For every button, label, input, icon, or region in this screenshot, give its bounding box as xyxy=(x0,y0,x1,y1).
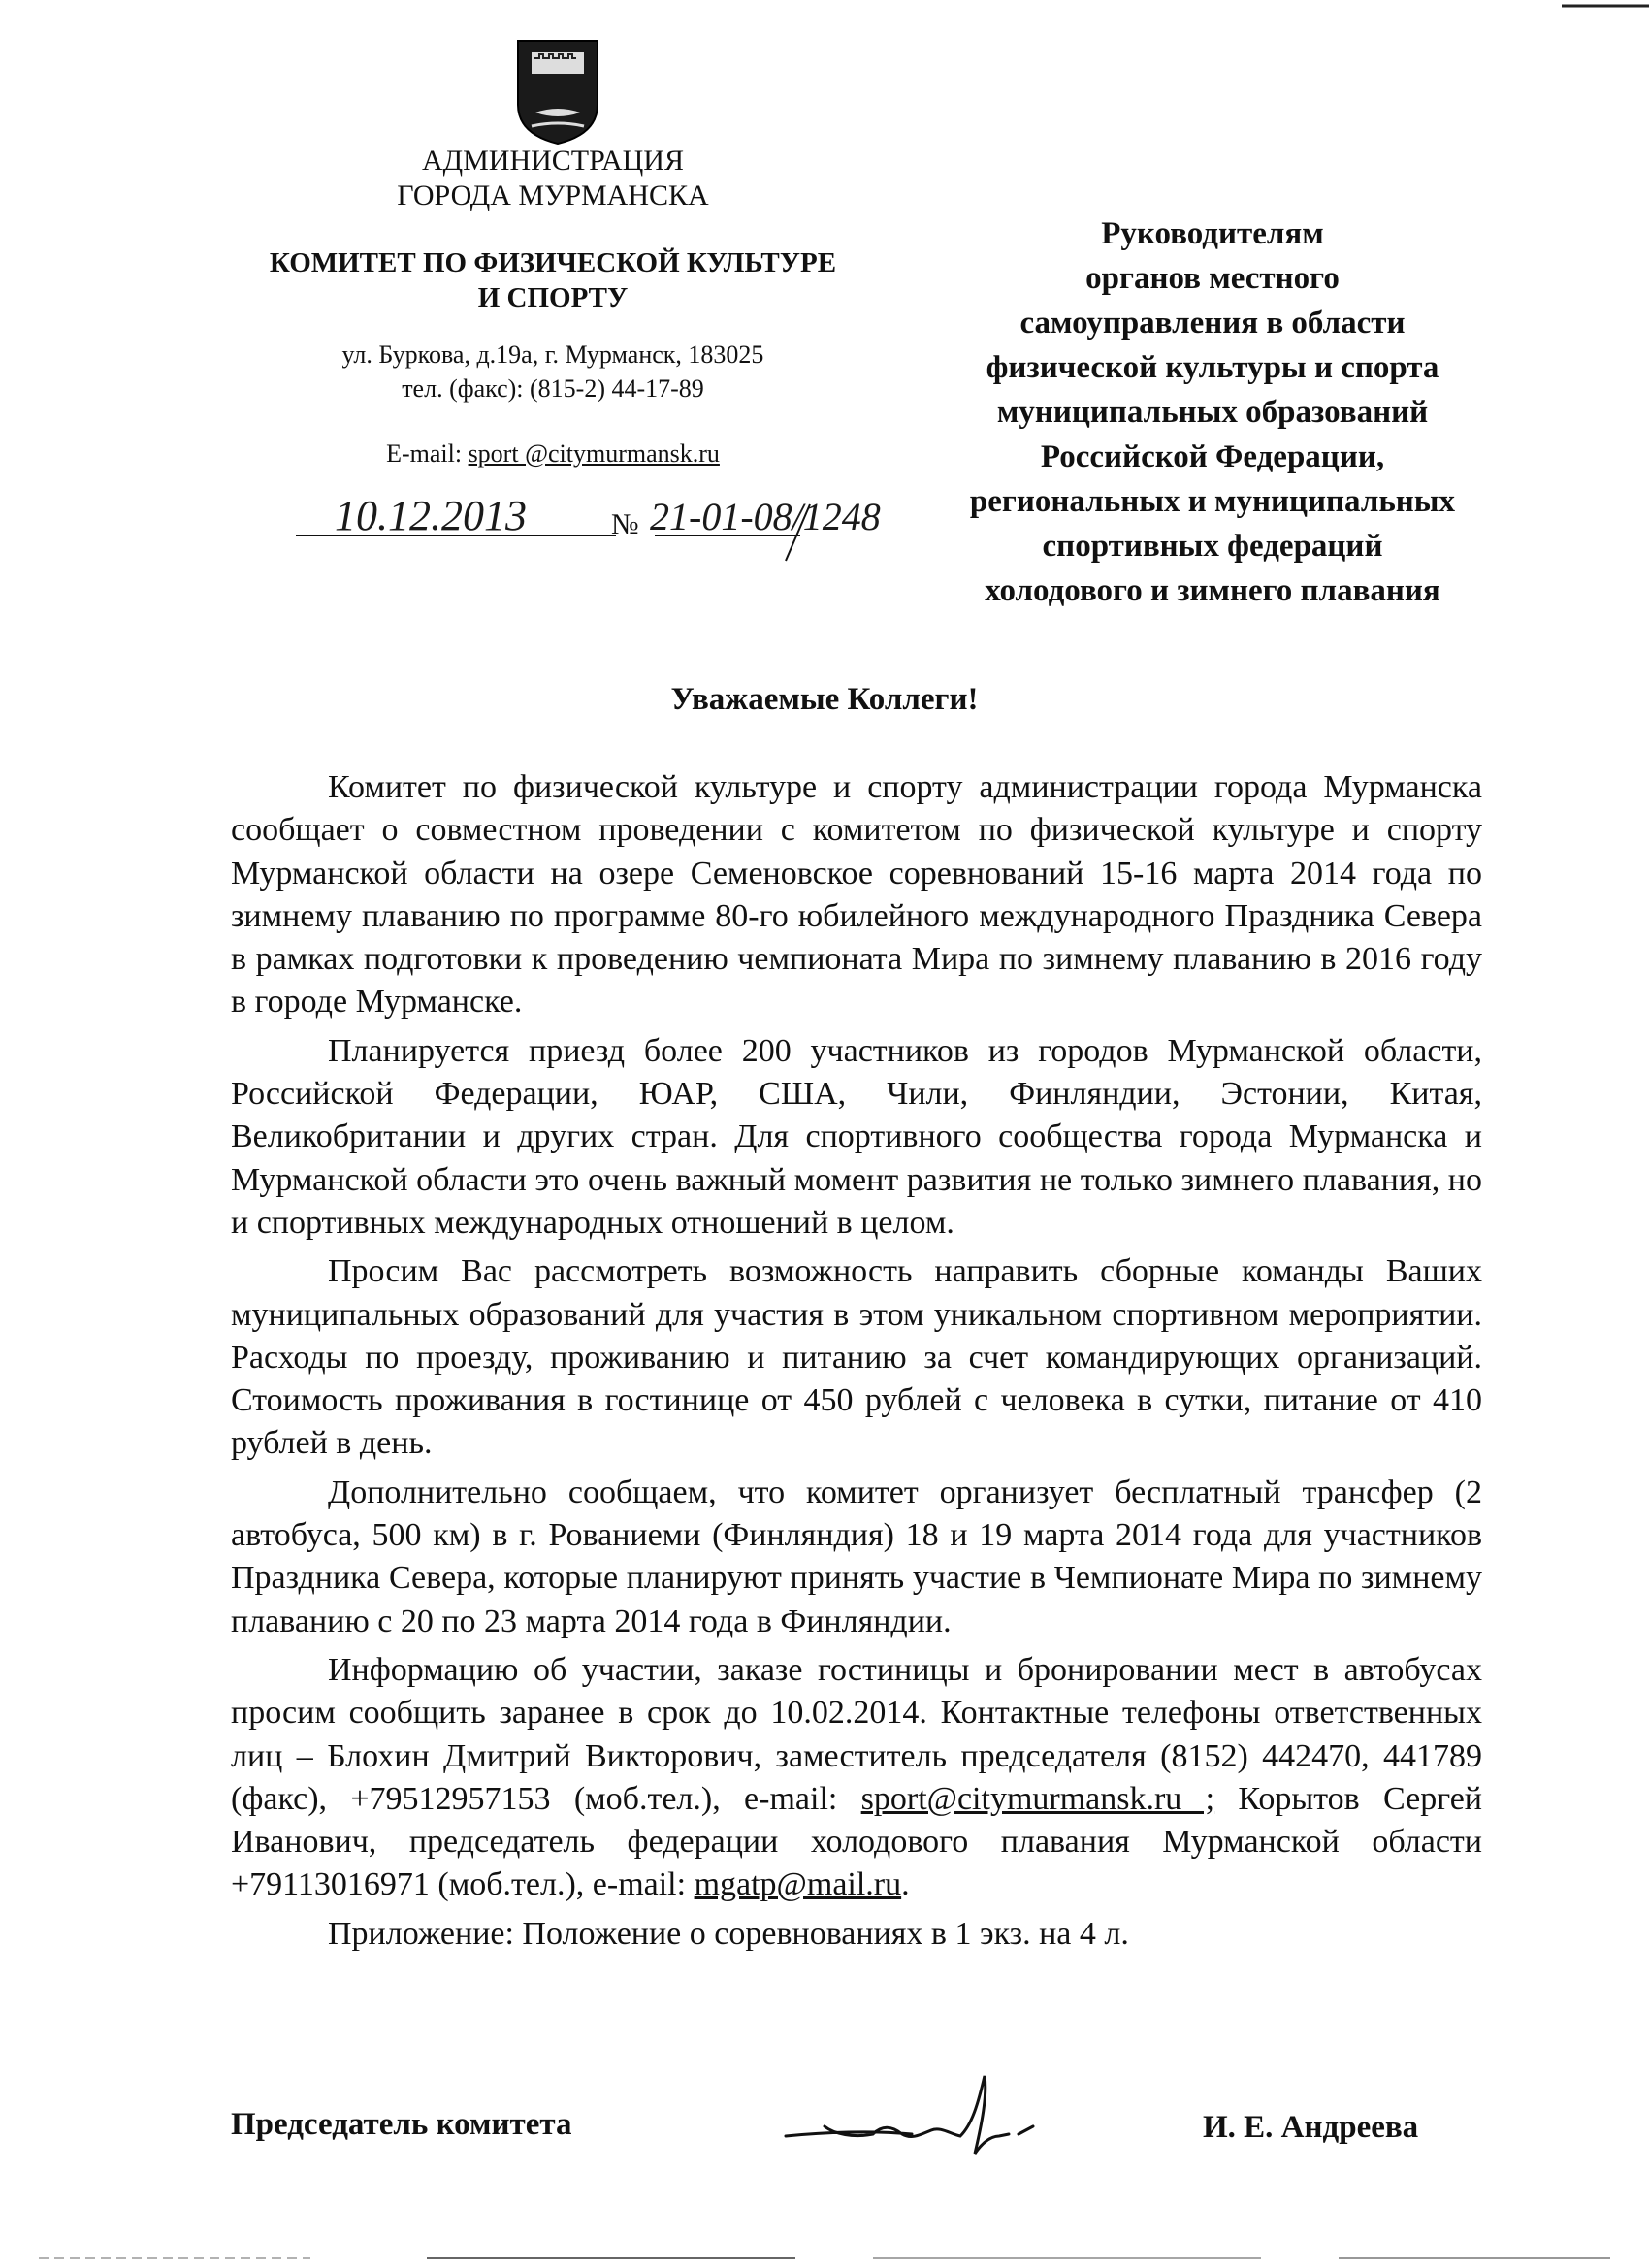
committee-name xyxy=(223,245,883,315)
committee-line-2: И СПОРТУ xyxy=(477,282,629,313)
letter-body xyxy=(231,766,1482,1961)
email-link-sport[interactable]: sport@citymurmansk.ru ; xyxy=(860,1780,1215,1817)
recipient-line: спортивных федераций xyxy=(1042,529,1383,564)
coat-of-arms-emblem xyxy=(514,37,601,146)
paragraph-1: Комитет по физической культуре и спорту администрации города Мурманска сообщает о совместном проведении с комитетом по физической культуре и спорту Мурманской области на озере Семеновское соревнований 15-16 марта 2014 года по зимнему плаванию по программе 80-го юбилейного международного Праздника Севера в рамках подготовки к проведению чемпионата Мира по зимнему плаванию в 2016 году в городе Мурманске. xyxy=(231,769,1482,1021)
recipient-line: Российской Федерации, xyxy=(1040,439,1385,474)
recipient-line: органов местного xyxy=(1085,261,1340,296)
scan-footer-lines xyxy=(0,2249,1649,2268)
org-line-1: АДМИНИСТРАЦИЯ xyxy=(422,145,684,177)
email-line xyxy=(223,439,883,469)
handwritten-signature xyxy=(766,2066,1086,2173)
recipient-block xyxy=(902,211,1523,613)
org-line-2: ГОРОДА МУРМАНСКА xyxy=(397,179,709,211)
email-link-mgatp[interactable]: mgatp@mail.ru xyxy=(694,1866,902,1903)
organization-name xyxy=(223,144,883,213)
paragraph-5-text: Информацию об участии, заказе гостиницы и бронировании мест в автобусах просим сообщить заранее в срок до 10.02.2014. Контактные телефоны ответственных лиц – Блохин Дмитрий Викторович, заместитель председателя (8152) 442470, 441789 (факс), +79512957153 (моб.тел.), e-mail: xyxy=(231,1651,1482,1817)
registration-date: 10.12.2013 xyxy=(335,492,527,539)
paragraph-3: Просим Вас рассмотреть возможность направить сборные команды Ваших муниципальных образований для участия в этом уникальном спортивном мероприятии. Расходы по проезду, проживанию и питанию за счет командирующих организаций. Стоимость проживания в гостинице от 450 рублей с человека в сутки, питание от 410 рублей в день. xyxy=(231,1253,1482,1462)
scan-edge-mark xyxy=(1562,0,1649,14)
recipient-line: Руководителям xyxy=(1101,216,1324,251)
paragraph-4: Дополнительно сообщаем, что комитет организует бесплатный трансфер (2 автобуса, 500 км) в г. Рованиеми (Финляндия) 18 и 19 марта 2014 года для участников Праздника Севера, которые планируют принять участие в Чемпионате Мира по зимнему плаванию с 20 по 23 марта 2014 года в Финляндии. xyxy=(231,1474,1482,1639)
email-link[interactable]: sport @citymurmansk.ru xyxy=(468,439,720,468)
greeting: Уважаемые Коллеги! xyxy=(670,682,979,717)
address-block xyxy=(223,338,883,405)
paragraph-5-text: . xyxy=(901,1866,910,1903)
recipient-line: региональных и муниципальных xyxy=(969,484,1456,519)
paragraph-5 xyxy=(231,1649,1482,1907)
email-label: E-mail: xyxy=(386,439,469,468)
address: ул. Буркова, д.19а, г. Мурманск, 183025 xyxy=(341,340,764,369)
committee-line-1: КОМИТЕТ ПО ФИЗИЧЕСКОЙ КУЛЬТУРЕ xyxy=(269,247,837,278)
signatory-name: И. Е. Андреева xyxy=(1203,2110,1419,2145)
phone: тел. (факс): (815-2) 44-17-89 xyxy=(402,374,704,403)
signatory-title: Председатель комитета xyxy=(231,2107,572,2142)
registration-line xyxy=(296,485,897,563)
recipient-line: холодового и зимнего плавания xyxy=(985,573,1440,608)
recipient-line: муниципальных образований xyxy=(996,395,1429,430)
appendix-line: Приложение: Положение о соревнованиях в 1 экз. на 4 л. xyxy=(328,1915,1129,1952)
registration-number: 21-01-08/1248 xyxy=(650,495,881,538)
recipient-line: самоуправления в области xyxy=(1019,306,1406,340)
paragraph-5-text: Корытов Сергей Иванович, председатель федерации холодового плавания Мурманской области +79113016971 (моб.тел.), e-mail: xyxy=(231,1780,1482,1903)
recipient-line: физической культуры и спорта xyxy=(986,350,1439,385)
paragraph-2: Планируется приезд более 200 участников из городов Мурманской области, Российской Федерации, ЮАР, США, Чили, Финляндии, Эстонии, Китая, Великобритании и других стран. Для спортивного сообщества города Мурманска и Мурманской области это очень важный момент развития не только зимнего плавания, но и спортивных международных отношений в целом. xyxy=(231,1032,1482,1241)
registration-number-label: № xyxy=(611,508,639,540)
